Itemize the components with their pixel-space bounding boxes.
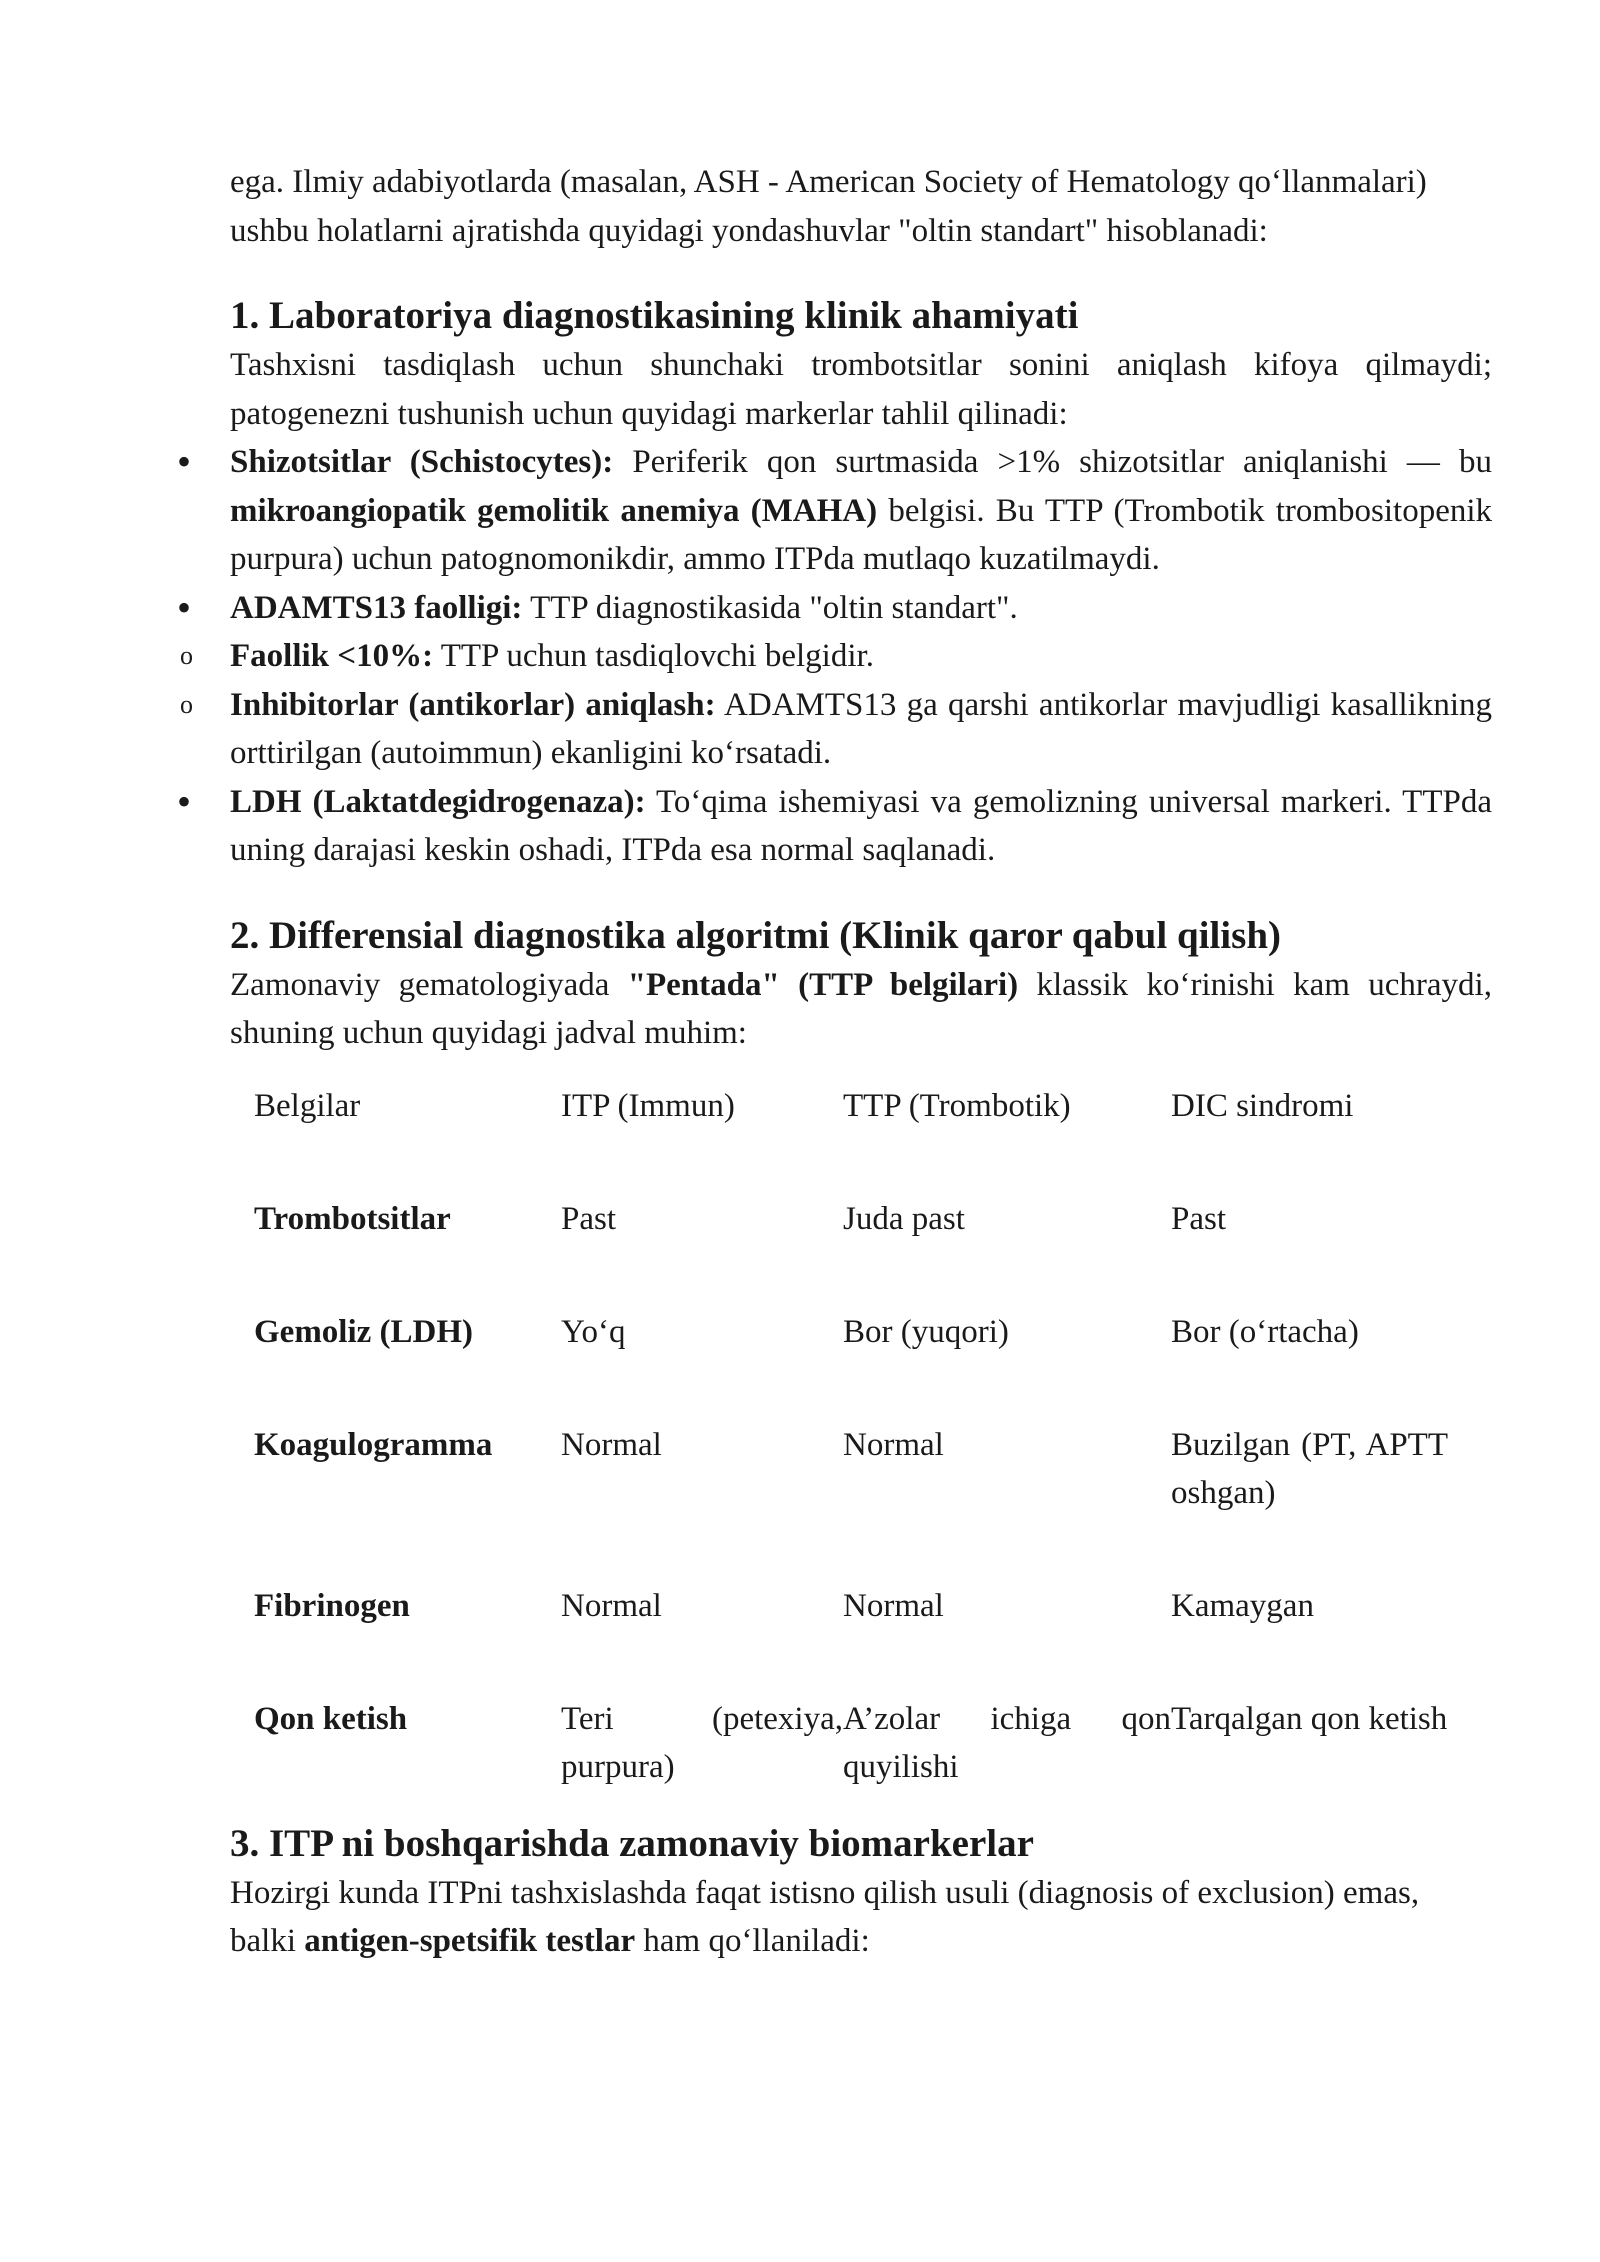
list-item-text: Periferik qon surtmasida >1% shizotsitlar aniqlanishi — bu [613,444,1492,480]
intro-line-2: ushbu holatlarni ajratishda quyidagi yondashuvlar "oltin standart" hisoblanadi: [230,212,1268,249]
table-row [236,1308,1448,1421]
intro-line-1: ega. Ilmiy adabiyotlarda (masalan, ASH - American Society of Hematology qo‘llanmalari) [230,164,1427,200]
pentada-term: "Pentada" (TTP belgilari) [627,966,1019,1003]
table-cell: Bor (yuqori) [843,1313,1009,1350]
table-header-row [236,1082,1448,1195]
table-header-cell: DIC sindromi [1171,1087,1354,1124]
list-item-term: LDH (Laktatdegidrogenaza): [230,783,646,820]
table-header-cell: Belgilar [254,1087,361,1124]
table-row [236,1421,1448,1582]
list-item-text: TTP uchun tasdiqlovchi belgidir. [433,638,874,674]
list-item-text: To‘qima ishemiyasi va gemolizning universal markeri. TTPda uning darajasi keskin oshadi, ITPda esa normal saqlanadi. [230,783,1492,868]
document-page [177,158,1493,1966]
row-label: Trombotsitlar [254,1200,451,1237]
list-item-term: Inhibitorlar (antikorlar) aniqlash: [230,686,716,723]
table-cell: A’zolar ichiga qon quyilishi [843,1700,1171,1785]
row-label: Fibrinogen [254,1587,410,1624]
table-cell: Normal [561,1426,662,1463]
table-cell: Normal [561,1587,662,1624]
table-row [236,1582,1448,1695]
list-item-term-2: mikroangiopatik gemolitik anemiya (MAHA) [230,492,878,529]
row-label: Gemoliz (LDH) [254,1313,474,1350]
section-1-paragraph: Tashxisni tasdiqlash uchun shunchaki trombotsitlar sonini aniqlash kifoya qilmaydi; patogenezni tushunish uchun quyidagi markerlar tahlil qilinadi: [230,347,1492,432]
sublist-item-activity [180,632,1492,681]
row-label: Qon ketish [254,1700,408,1737]
table-cell: Yo‘q [561,1313,626,1350]
list-item-term: Shizotsitlar (Schistocytes): [230,444,614,480]
section-3-line-2: balki antigen-spetsifik testlar ham qo‘llaniladi: [230,1923,870,1959]
circle-marker: o [180,641,193,670]
list-item-term: Faollik <10%: [230,638,434,674]
table-cell: Buzilgan (PT, APTT oshgan) [1171,1426,1448,1511]
sublist-item-inhibitors [180,681,1492,778]
table-cell: Teri (petexiya, purpura) [561,1700,843,1785]
list-item-text-2: belgisi. Bu TTP (Trombotik trombositopenik purpura) uchun patognomonikdir, ammo ITPda mutlaqo kuzatilmaydi. [230,492,1493,577]
section-2-heading: 2. Differensial diagnostika algoritmi (Klinik qaror qabul qilish) [230,913,1282,957]
section-1-heading: 1. Laboratoriya diagnostikasining klinik ahamiyati [230,294,1079,337]
table-row [236,1195,1448,1308]
circle-marker: o [180,689,193,719]
antigen-tests-term: antigen-spetsifik testlar [304,1923,636,1959]
list-item-text: ADAMTS13 ga qarshi antikorlar mavjudligi kasallikning orttirilgan (autoimmun) ekanligini ko‘rsatadi. [230,686,1492,771]
list-item-ldh [177,778,1492,875]
differential-table [236,1082,1448,1808]
table-cell: Juda past [843,1200,965,1237]
section-3-heading: 3. ITP ni boshqarishda zamonaviy biomarkerlar [230,1821,1034,1865]
table-cell: Bor (o‘rtacha) [1171,1313,1359,1350]
list-item-text: TTP diagnostikasida "oltin standart". [522,589,1018,626]
table-cell: Kamaygan [1171,1587,1314,1624]
table-row [236,1695,1448,1808]
bullet-marker: • [177,584,192,630]
list-item-term: ADAMTS13 faolligi: [230,589,523,626]
table-header-cell: ITP (Immun) [561,1087,735,1124]
table-cell: Normal [843,1426,944,1463]
table-cell: Past [561,1200,617,1237]
table-header-cell: TTP (Trombotik) [843,1087,1071,1124]
section-2-paragraph: Zamonaviy gematologiyada "Pentada" (TTP belgilari) klassik ko‘rinishi kam uchraydi, shuning uchun quyidagi jadval muhim: [230,966,1492,1051]
list-item-adamts13 [177,584,1492,633]
table-cell: Normal [843,1587,944,1624]
section-3-line-1: Hozirgi kunda ITPni tashxislashda faqat istisno qilish usuli (diagnosis of exclusion) emas, [230,1874,1420,1911]
table-cell: Tarqalgan qon ketish [1171,1700,1448,1737]
list-item-schistocytes [177,438,1493,584]
bullet-marker: • [177,778,192,824]
bullet-marker: • [177,439,192,484]
table-cell: Past [1171,1200,1227,1237]
row-label: Koagulogramma [254,1426,493,1463]
